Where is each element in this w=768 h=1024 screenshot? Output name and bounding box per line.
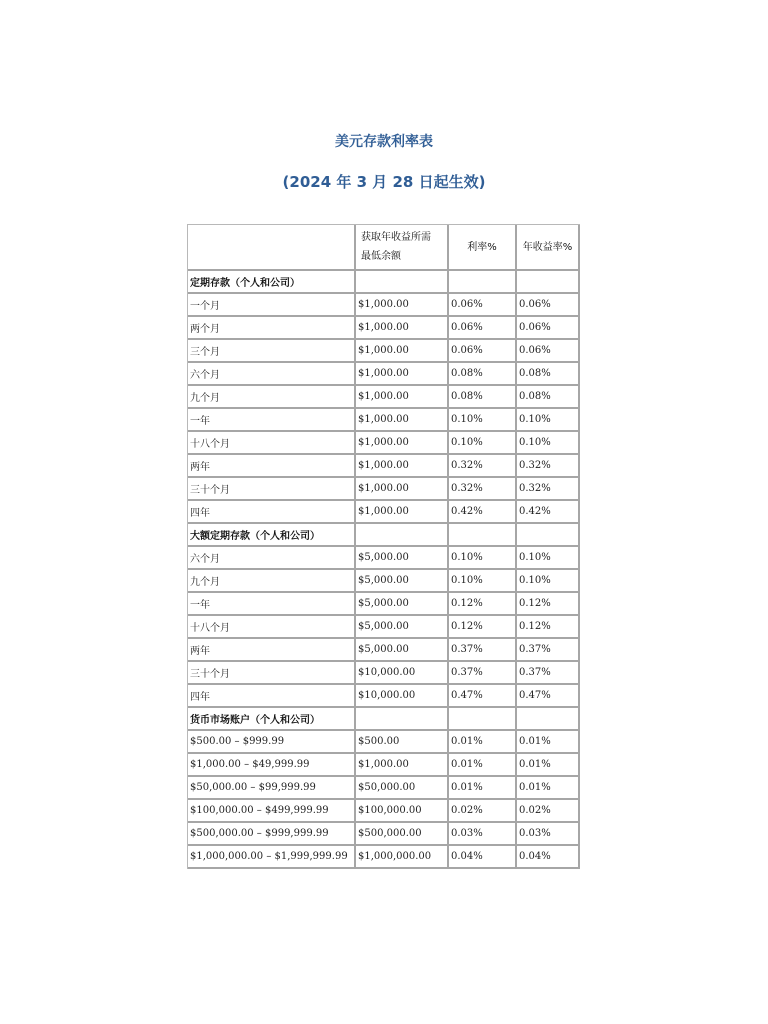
cell-term: 十八个月: [188, 432, 356, 455]
cell-min-balance: $1,000.00: [356, 432, 449, 455]
table-row: [188, 777, 580, 800]
header-min-balance: [356, 225, 449, 271]
cell-interest-rate: 0.37%: [449, 662, 517, 685]
table-row: [188, 570, 580, 593]
section-header-row: [188, 524, 580, 547]
cell-min-balance: $5,000.00: [356, 639, 449, 662]
cell-apy: 0.37%: [517, 662, 580, 685]
cell-min-balance: $1,000,000.00: [356, 846, 449, 869]
cell-interest-rate: 0.08%: [449, 363, 517, 386]
empty-cell: [517, 708, 580, 731]
cell-apy: 0.06%: [517, 294, 580, 317]
cell-min-balance: $1,000.00: [356, 455, 449, 478]
table-row: [188, 340, 580, 363]
cell-term: 十八个月: [188, 616, 356, 639]
cell-apy: 0.01%: [517, 754, 580, 777]
cell-apy: 0.02%: [517, 800, 580, 823]
cell-term: 一个月: [188, 294, 356, 317]
table-row: [188, 455, 580, 478]
cell-term: 三个月: [188, 340, 356, 363]
empty-cell: [356, 708, 449, 731]
cell-apy: 0.42%: [517, 501, 580, 524]
cell-term: $1,000,000.00 – $1,999,999.99: [188, 846, 356, 869]
cell-apy: 0.08%: [517, 363, 580, 386]
cell-apy: 0.10%: [517, 409, 580, 432]
cell-apy: 0.01%: [517, 777, 580, 800]
cell-term: $50,000.00 – $99,999.99: [188, 777, 356, 800]
table-row: [188, 662, 580, 685]
cell-apy: 0.12%: [517, 616, 580, 639]
cell-term: 两年: [188, 639, 356, 662]
header-apy: 年收益率%: [517, 225, 580, 271]
empty-cell: [449, 524, 517, 547]
cell-interest-rate: 0.08%: [449, 386, 517, 409]
rate-table: [187, 224, 580, 869]
header-min-balance-line-1: 获取年收益所需: [361, 232, 431, 243]
cell-min-balance: $1,000.00: [356, 340, 449, 363]
cell-min-balance: $1,000.00: [356, 409, 449, 432]
table-row: [188, 754, 580, 777]
cell-term: 两个月: [188, 317, 356, 340]
cell-term: $100,000.00 – $499,999.99: [188, 800, 356, 823]
cell-min-balance: $10,000.00: [356, 685, 449, 708]
cell-interest-rate: 0.10%: [449, 409, 517, 432]
cell-term: $500.00 – $999.99: [188, 731, 356, 754]
page-title: 美元存款利率表: [335, 134, 433, 150]
cell-term: 三十个月: [188, 662, 356, 685]
empty-cell: [449, 708, 517, 731]
cell-interest-rate: 0.01%: [449, 777, 517, 800]
cell-term: $1,000.00 – $49,999.99: [188, 754, 356, 777]
cell-term: 四年: [188, 501, 356, 524]
cell-interest-rate: 0.03%: [449, 823, 517, 846]
cell-term: $500,000.00 – $999,999.99: [188, 823, 356, 846]
cell-apy: 0.10%: [517, 432, 580, 455]
cell-interest-rate: 0.42%: [449, 501, 517, 524]
cell-min-balance: $1,000.00: [356, 294, 449, 317]
cell-min-balance: $50,000.00: [356, 777, 449, 800]
cell-interest-rate: 0.32%: [449, 478, 517, 501]
cell-min-balance: $1,000.00: [356, 317, 449, 340]
section-header-row: [188, 271, 580, 294]
cell-interest-rate: 0.10%: [449, 570, 517, 593]
cell-interest-rate: 0.12%: [449, 616, 517, 639]
cell-apy: 0.10%: [517, 570, 580, 593]
table-row: [188, 363, 580, 386]
cell-min-balance: $5,000.00: [356, 616, 449, 639]
table-header-row: [188, 225, 580, 271]
header-interest-rate: 利率%: [449, 225, 517, 271]
cell-term: 两年: [188, 455, 356, 478]
cell-min-balance: $5,000.00: [356, 593, 449, 616]
cell-term: 一年: [188, 409, 356, 432]
cell-apy: 0.04%: [517, 846, 580, 869]
effective-date-subtitle: (2024 年 3 月 28 日起生效): [282, 173, 486, 191]
cell-term: 九个月: [188, 570, 356, 593]
cell-apy: 0.06%: [517, 340, 580, 363]
cell-term: 九个月: [188, 386, 356, 409]
section-title: 货币市场账户（个人和公司）: [188, 708, 356, 731]
cell-term: 六个月: [188, 547, 356, 570]
cell-apy: 0.03%: [517, 823, 580, 846]
section-title: 定期存款（个人和公司）: [188, 271, 356, 294]
empty-cell: [517, 524, 580, 547]
cell-min-balance: $1,000.00: [356, 363, 449, 386]
cell-min-balance: $500.00: [356, 731, 449, 754]
cell-interest-rate: 0.01%: [449, 754, 517, 777]
cell-interest-rate: 0.01%: [449, 731, 517, 754]
cell-interest-rate: 0.02%: [449, 800, 517, 823]
cell-interest-rate: 0.10%: [449, 547, 517, 570]
cell-interest-rate: 0.37%: [449, 639, 517, 662]
table-row: [188, 386, 580, 409]
rate-table-body: [188, 225, 580, 869]
table-row: [188, 800, 580, 823]
empty-cell: [449, 271, 517, 294]
cell-term: 三十个月: [188, 478, 356, 501]
cell-apy: 0.37%: [517, 639, 580, 662]
table-row: [188, 616, 580, 639]
header-term: [188, 225, 356, 271]
cell-min-balance: $1,000.00: [356, 386, 449, 409]
cell-interest-rate: 0.06%: [449, 294, 517, 317]
table-row: [188, 846, 580, 869]
cell-apy: 0.06%: [517, 317, 580, 340]
cell-min-balance: $500,000.00: [356, 823, 449, 846]
cell-min-balance: $100,000.00: [356, 800, 449, 823]
table-row: [188, 639, 580, 662]
cell-interest-rate: 0.06%: [449, 317, 517, 340]
cell-interest-rate: 0.06%: [449, 340, 517, 363]
table-row: [188, 823, 580, 846]
section-header-row: [188, 708, 580, 731]
empty-cell: [356, 524, 449, 547]
empty-cell: [356, 271, 449, 294]
header-min-balance-line-2: 最低余额: [361, 251, 401, 262]
cell-interest-rate: 0.32%: [449, 455, 517, 478]
table-row: [188, 593, 580, 616]
cell-term: 六个月: [188, 363, 356, 386]
table-row: [188, 547, 580, 570]
cell-min-balance: $1,000.00: [356, 501, 449, 524]
cell-apy: 0.12%: [517, 593, 580, 616]
table-row: [188, 478, 580, 501]
cell-min-balance: $1,000.00: [356, 478, 449, 501]
cell-interest-rate: 0.04%: [449, 846, 517, 869]
table-row: [188, 731, 580, 754]
cell-min-balance: $5,000.00: [356, 570, 449, 593]
cell-interest-rate: 0.12%: [449, 593, 517, 616]
cell-apy: 0.01%: [517, 731, 580, 754]
table-row: [188, 685, 580, 708]
cell-min-balance: $10,000.00: [356, 662, 449, 685]
table-row: [188, 501, 580, 524]
cell-apy: 0.08%: [517, 386, 580, 409]
section-title: 大额定期存款（个人和公司）: [188, 524, 356, 547]
cell-interest-rate: 0.47%: [449, 685, 517, 708]
cell-apy: 0.10%: [517, 547, 580, 570]
cell-apy: 0.32%: [517, 455, 580, 478]
cell-term: 四年: [188, 685, 356, 708]
table-row: [188, 432, 580, 455]
cell-interest-rate: 0.10%: [449, 432, 517, 455]
empty-cell: [517, 271, 580, 294]
table-row: [188, 294, 580, 317]
cell-term: 一年: [188, 593, 356, 616]
table-row: [188, 409, 580, 432]
table-row: [188, 317, 580, 340]
cell-apy: 0.32%: [517, 478, 580, 501]
cell-min-balance: $5,000.00: [356, 547, 449, 570]
cell-min-balance: $1,000.00: [356, 754, 449, 777]
cell-apy: 0.47%: [517, 685, 580, 708]
